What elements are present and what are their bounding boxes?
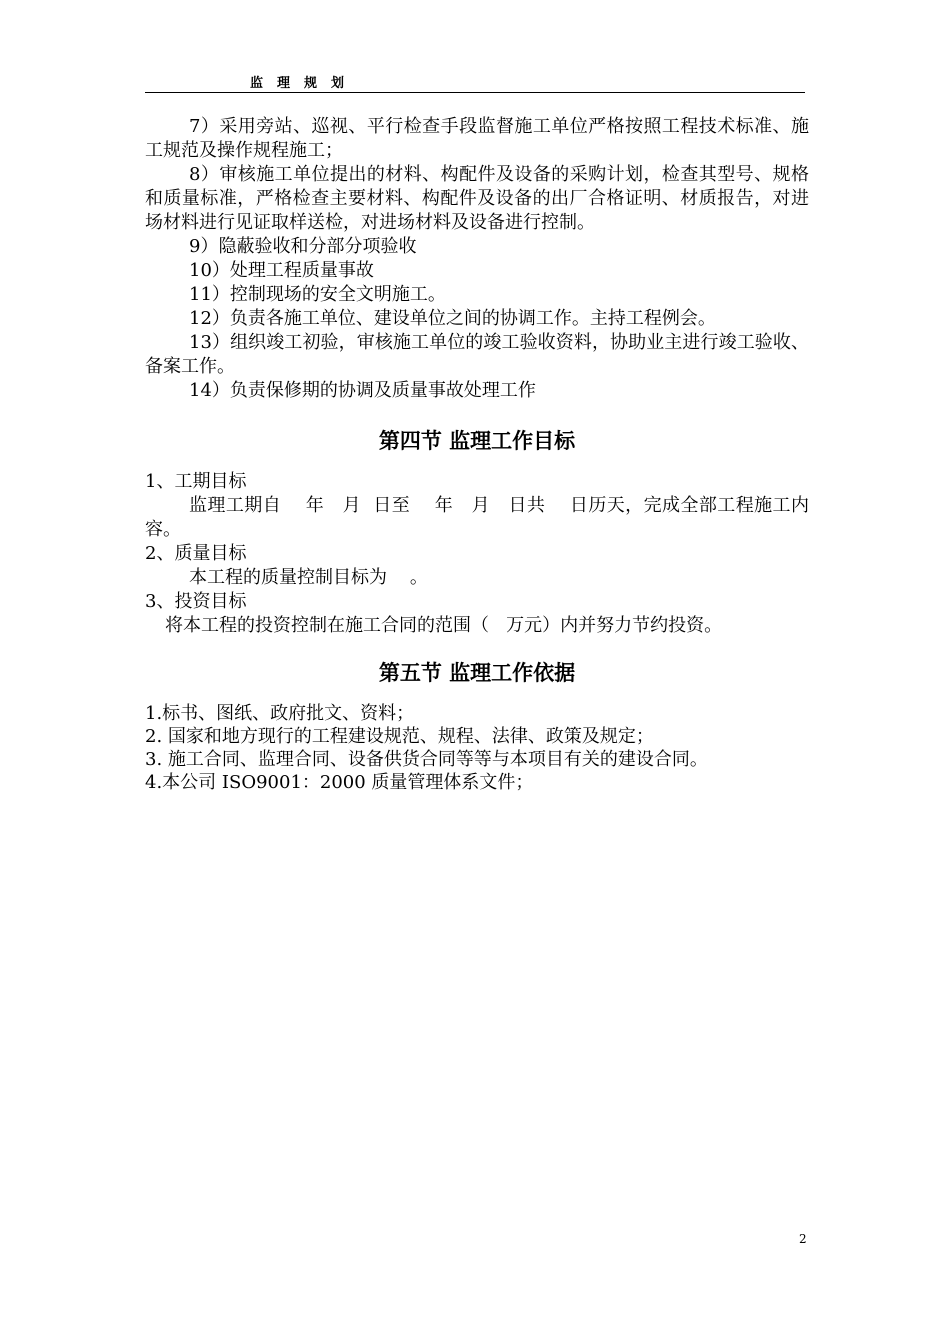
- goal-body-schedule: 监理工期自 年 月 日至 年 月 日共 日历天，完成全部工程施工内容。: [145, 495, 809, 540]
- duty-item-10: 10）处理工程质量事故: [189, 260, 374, 281]
- document-body: [145, 115, 809, 794]
- page-header: [145, 70, 805, 93]
- section-5-title: 第五节 监理工作依据: [378, 661, 576, 685]
- goal-body-investment: 将本工程的投资控制在施工合同的范围（ 万元）内并努力节约投资。: [165, 615, 723, 636]
- page-number: 2: [799, 1232, 807, 1246]
- section-4-title: 第四节 监理工作目标: [378, 429, 576, 453]
- goal-heading-schedule: 1、工期目标: [145, 471, 247, 492]
- header-title: 监理规划: [250, 76, 359, 91]
- basis-item-4: 4.本公司 ISO9001：2000 质量管理体系文件；: [145, 772, 534, 793]
- goal-body-quality: 本工程的质量控制目标为 。: [189, 567, 428, 588]
- duty-item-14: 14）负责保修期的协调及质量事故处理工作: [189, 380, 536, 401]
- goal-heading-investment: 3、投资目标: [145, 591, 247, 612]
- duty-item-8: 8）审核施工单位提出的材料、构配件及设备的采购计划，检查其型号、规格和质量标准，严格检查主要材料、构配件及设备的出厂合格证明、材质报告，对进场材料进行见证取样送检，对进场材料及设备进行控制。: [145, 164, 809, 233]
- basis-item-3: 3. 施工合同、监理合同、设备供货合同等等与本项目有关的建设合同。: [145, 749, 708, 770]
- duty-item-13: 13）组织竣工初验，审核施工单位的竣工验收资料，协助业主进行竣工验收、备案工作。: [145, 332, 809, 377]
- duty-item-7: 7）采用旁站、巡视、平行检查手段监督施工单位严格按照工程技术标准、施工规范及操作规程施工；: [145, 116, 809, 161]
- duty-item-11: 11）控制现场的安全文明施工。: [189, 284, 446, 305]
- basis-item-2: 2. 国家和地方现行的工程建设规范、规程、法律、政策及规定；: [145, 726, 654, 747]
- duty-item-9: 9）隐蔽验收和分部分项验收: [189, 236, 417, 257]
- basis-item-1: 1.标书、图纸、政府批文、资料；: [145, 703, 415, 724]
- duty-item-12: 12）负责各施工单位、建设单位之间的协调工作。主持工程例会。: [189, 308, 716, 329]
- goal-heading-quality: 2、质量目标: [145, 543, 247, 564]
